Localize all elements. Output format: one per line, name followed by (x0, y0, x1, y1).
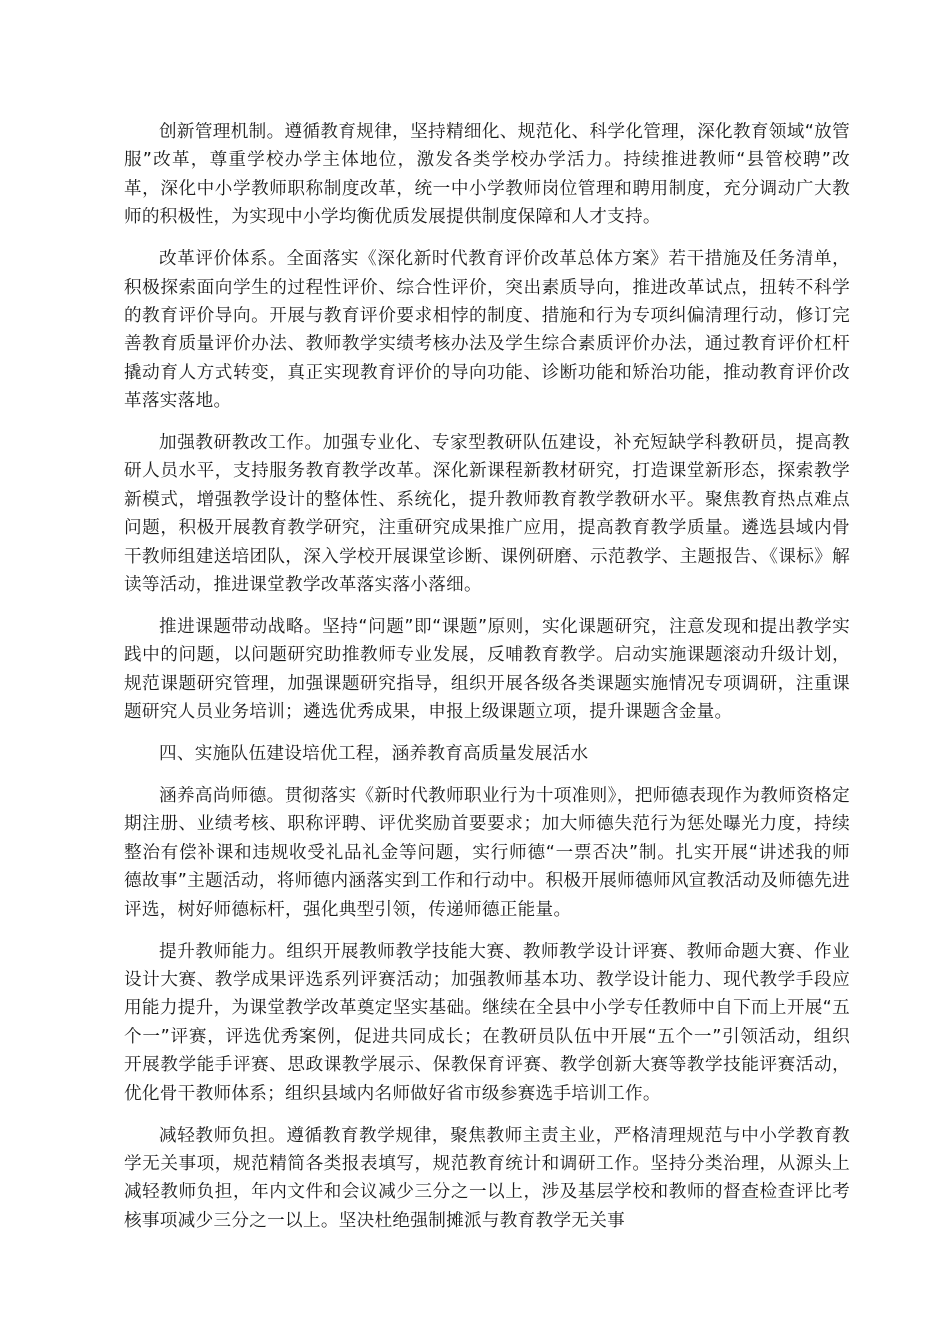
paragraph-teacher-ability: 提升教师能力。组织开展教师教学技能大赛、教师教学设计评赛、教师命题大赛、作业设计大赛、教学成果评选系列评赛活动；加强教师基本功、教学设计能力、现代教学手段应用能力提升，为课堂教学改革奠定坚实基础。继续在全县中小学专任教师中自下而上开展“五个一”评赛，评选优秀案例，促进共同成长；在教研员队伍中开展“五个一”引领活动，组织开展教学能手评赛、思政课教学展示、保教保育评赛、教学创新大赛等教学技能评赛活动，优化骨干教师体系；组织县域内名师做好省市级参赛选手培训工作。 (124, 941, 850, 1104)
paragraph-management-mechanism: 创新管理机制。遵循教育规律，坚持精细化、规范化、科学化管理，深化教育领域“放管服”改革，尊重学校办学主体地位，激发各类学校办学活力。持续推进教师“县管校聘”改革，深化中小学教师职称制度改革，统一中小学教师岗位管理和聘用制度，充分调动广大教师的积极性，为实现中小学均衡优质发展提供制度保障和人才支持。 (124, 122, 850, 228)
paragraph-teaching-research: 加强教研教改工作。加强专业化、专家型教研队伍建设，补充短缺学科教研员，提高教研人员水平，支持服务教育教学改革。深化新课程新教材研究，打造课堂新形态，探索教学新模式，增强教学设计的整体性、系统化，提升教师教育教学教研水平。聚焦教育热点难点问题，积极开展教育教学研究，注重研究成果推广应用，提高教育教学质量。遴选县域内骨干教师组建送培团队，深入学校开展课堂诊断、课例研磨、示范教学、主题报告、《课标》解读等活动，推进课堂教学改革落实落小落细。 (124, 433, 850, 596)
paragraph-teacher-burden: 减轻教师负担。遵循教育教学规律，聚焦教师主责主业，严格清理规范与中小学教育教学无关事项，规范精简各类报表填写，规范教育统计和调研工作。坚持分类治理，从源头上减轻教师负担，年内文件和会议减少三分之一以上，涉及基层学校和教师的督查检查评比考核事项减少三分之一以上。坚决杜绝强制摊派与教育教学无关事 (124, 1125, 850, 1231)
document-body (124, 118, 850, 1249)
paragraph-evaluation-reform: 改革评价体系。全面落实《深化新时代教育评价改革总体方案》若干措施及任务清单，积极探索面向学生的过程性评价、综合性评价，突出素质导向，推进改革试点，扭转不科学的教育评价导向。开展与教育评价要求相悖的制度、措施和行为专项纠偏清理行动，修订完善教育质量评价办法、教师教学实绩考核办法及学生综合素质评价办法，通过教育评价杠杆撬动育人方式转变，真正实现教育评价的导向功能、诊断功能和矫治功能，推动教育评价改革落实落地。 (124, 249, 850, 412)
section-heading-four: 四、实施队伍建设培优工程，涵养教育高质量发展活水 (159, 744, 589, 765)
paragraph-research-topics: 推进课题带动战略。坚持“问题”即“课题”原则，实化课题研究，注意发现和提出教学实践中的问题，以问题研究助推教师专业发展，反哺教育教学。启动实施课题滚动升级计划，规范课题研究管理，加强课题研究指导，组织开展各级各类课题实施情况专项调研，注重课题研究人员业务培训；遴选优秀成果，申报上级课题立项，提升课题含金量。 (124, 617, 850, 723)
paragraph-teacher-ethics: 涵养高尚师德。贯彻落实《新时代教师职业行为十项准则》，把师德表现作为教师资格定期注册、业绩考核、职称评聘、评优奖励首要要求；加大师德失范行为惩处曝光力度，持续整治有偿补课和违规收受礼品礼金等问题，实行师德“一票否决”制。扎实开展“讲述我的师德故事”主题活动，将师德内涵落实到工作和行动中。积极开展师德师风宣教活动及师德先进评选，树好师德标杆，强化典型引领，传递师德正能量。 (124, 786, 850, 920)
